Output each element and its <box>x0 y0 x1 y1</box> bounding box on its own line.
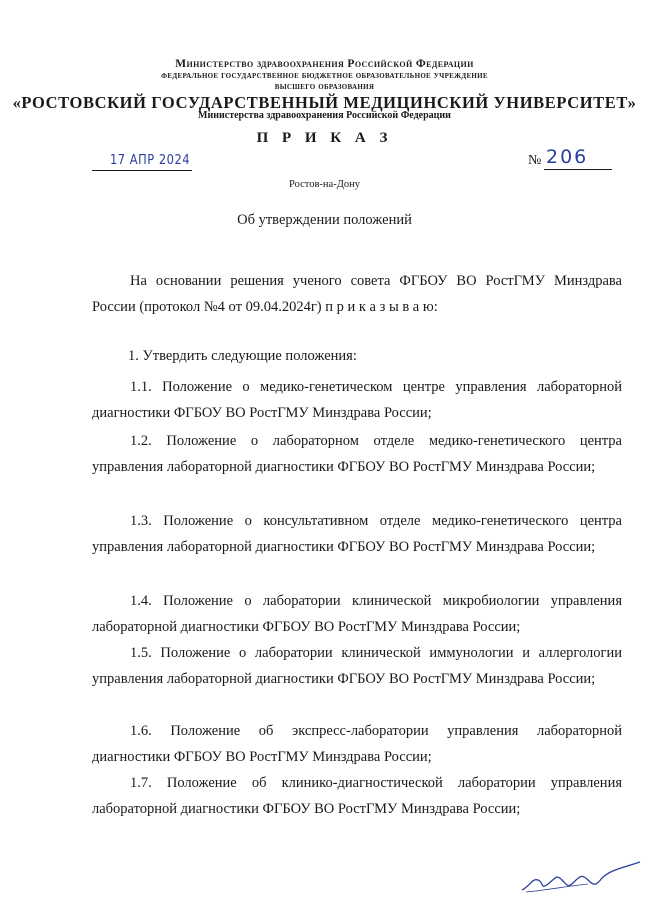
subitem-1-6: 1.6. Положение об экспресс-лаборатории управления лабораторной диагностики ФГБОУ ВО РостГМУ Минздрава России; <box>92 723 622 765</box>
subordination-line: Министерства здравоохранения Российской Федерации <box>198 110 451 121</box>
order-date: 17 АПР 2024 <box>110 153 191 168</box>
city: Ростов-на-Дону <box>289 179 360 190</box>
subitem-1-2: 1.2. Положение о лабораторном отделе медико-генетического центра управления лабораторной диагностики ФГБОУ ВО РостГМУ Минздрава России; <box>92 433 622 475</box>
subitem-1-7: 1.7. Положение об клинико-диагностической лаборатории управления лабораторной диагностики ФГБОУ ВО РостГМУ Минздрава России; <box>92 775 622 817</box>
date-underline <box>92 170 192 171</box>
university-name: «РОСТОВСКИЙ ГОСУДАРСТВЕННЫЙ МЕДИЦИНСКИЙ УНИВЕРСИТЕТ» <box>12 93 637 112</box>
institution-type-line-2: высшего образования <box>274 82 375 92</box>
item-1: 1. Утвердить следующие положения: <box>128 348 357 364</box>
order-number: 206 <box>546 146 589 168</box>
document-type: П Р И К А З <box>256 130 393 146</box>
number-underline <box>544 169 612 170</box>
intro-text: На основании решения ученого совета ФГБОУ ВО РостГМУ Минздрава России (протокол №4 от 09.04.2024г) п р и к а з ы в а ю: <box>92 273 622 315</box>
ministry-line: Министерство здравоохранения Российской Федерации <box>175 58 474 70</box>
subitem-1-5: 1.5. Положение о лаборатории клинической иммунологии и аллергологии управления лабораторной диагностики ФГБОУ ВО РостГМУ Минздрава России; <box>92 645 622 687</box>
subitem-1-1: 1.1. Положение о медико-генетическом центре управления лабораторной диагностики ФГБОУ ВО РостГМУ Минздрава России; <box>92 379 622 421</box>
institution-type-line-1: федеральное государственное бюджетное образовательное учреждение <box>161 71 488 81</box>
order-subject: Об утверждении положений <box>237 212 412 228</box>
signature-image <box>518 856 642 896</box>
subitem-1-4: 1.4. Положение о лаборатории клинической микробиологии управления лабораторной диагностики ФГБОУ ВО РостГМУ Минздрава России; <box>92 593 622 635</box>
subitem-1-3: 1.3. Положение о консультативном отделе медико-генетического центра управления лабораторной диагностики ФГБОУ ВО РостГМУ Минздрава России; <box>92 513 622 555</box>
intro-paragraph <box>92 268 622 320</box>
number-sign: № <box>528 153 542 168</box>
